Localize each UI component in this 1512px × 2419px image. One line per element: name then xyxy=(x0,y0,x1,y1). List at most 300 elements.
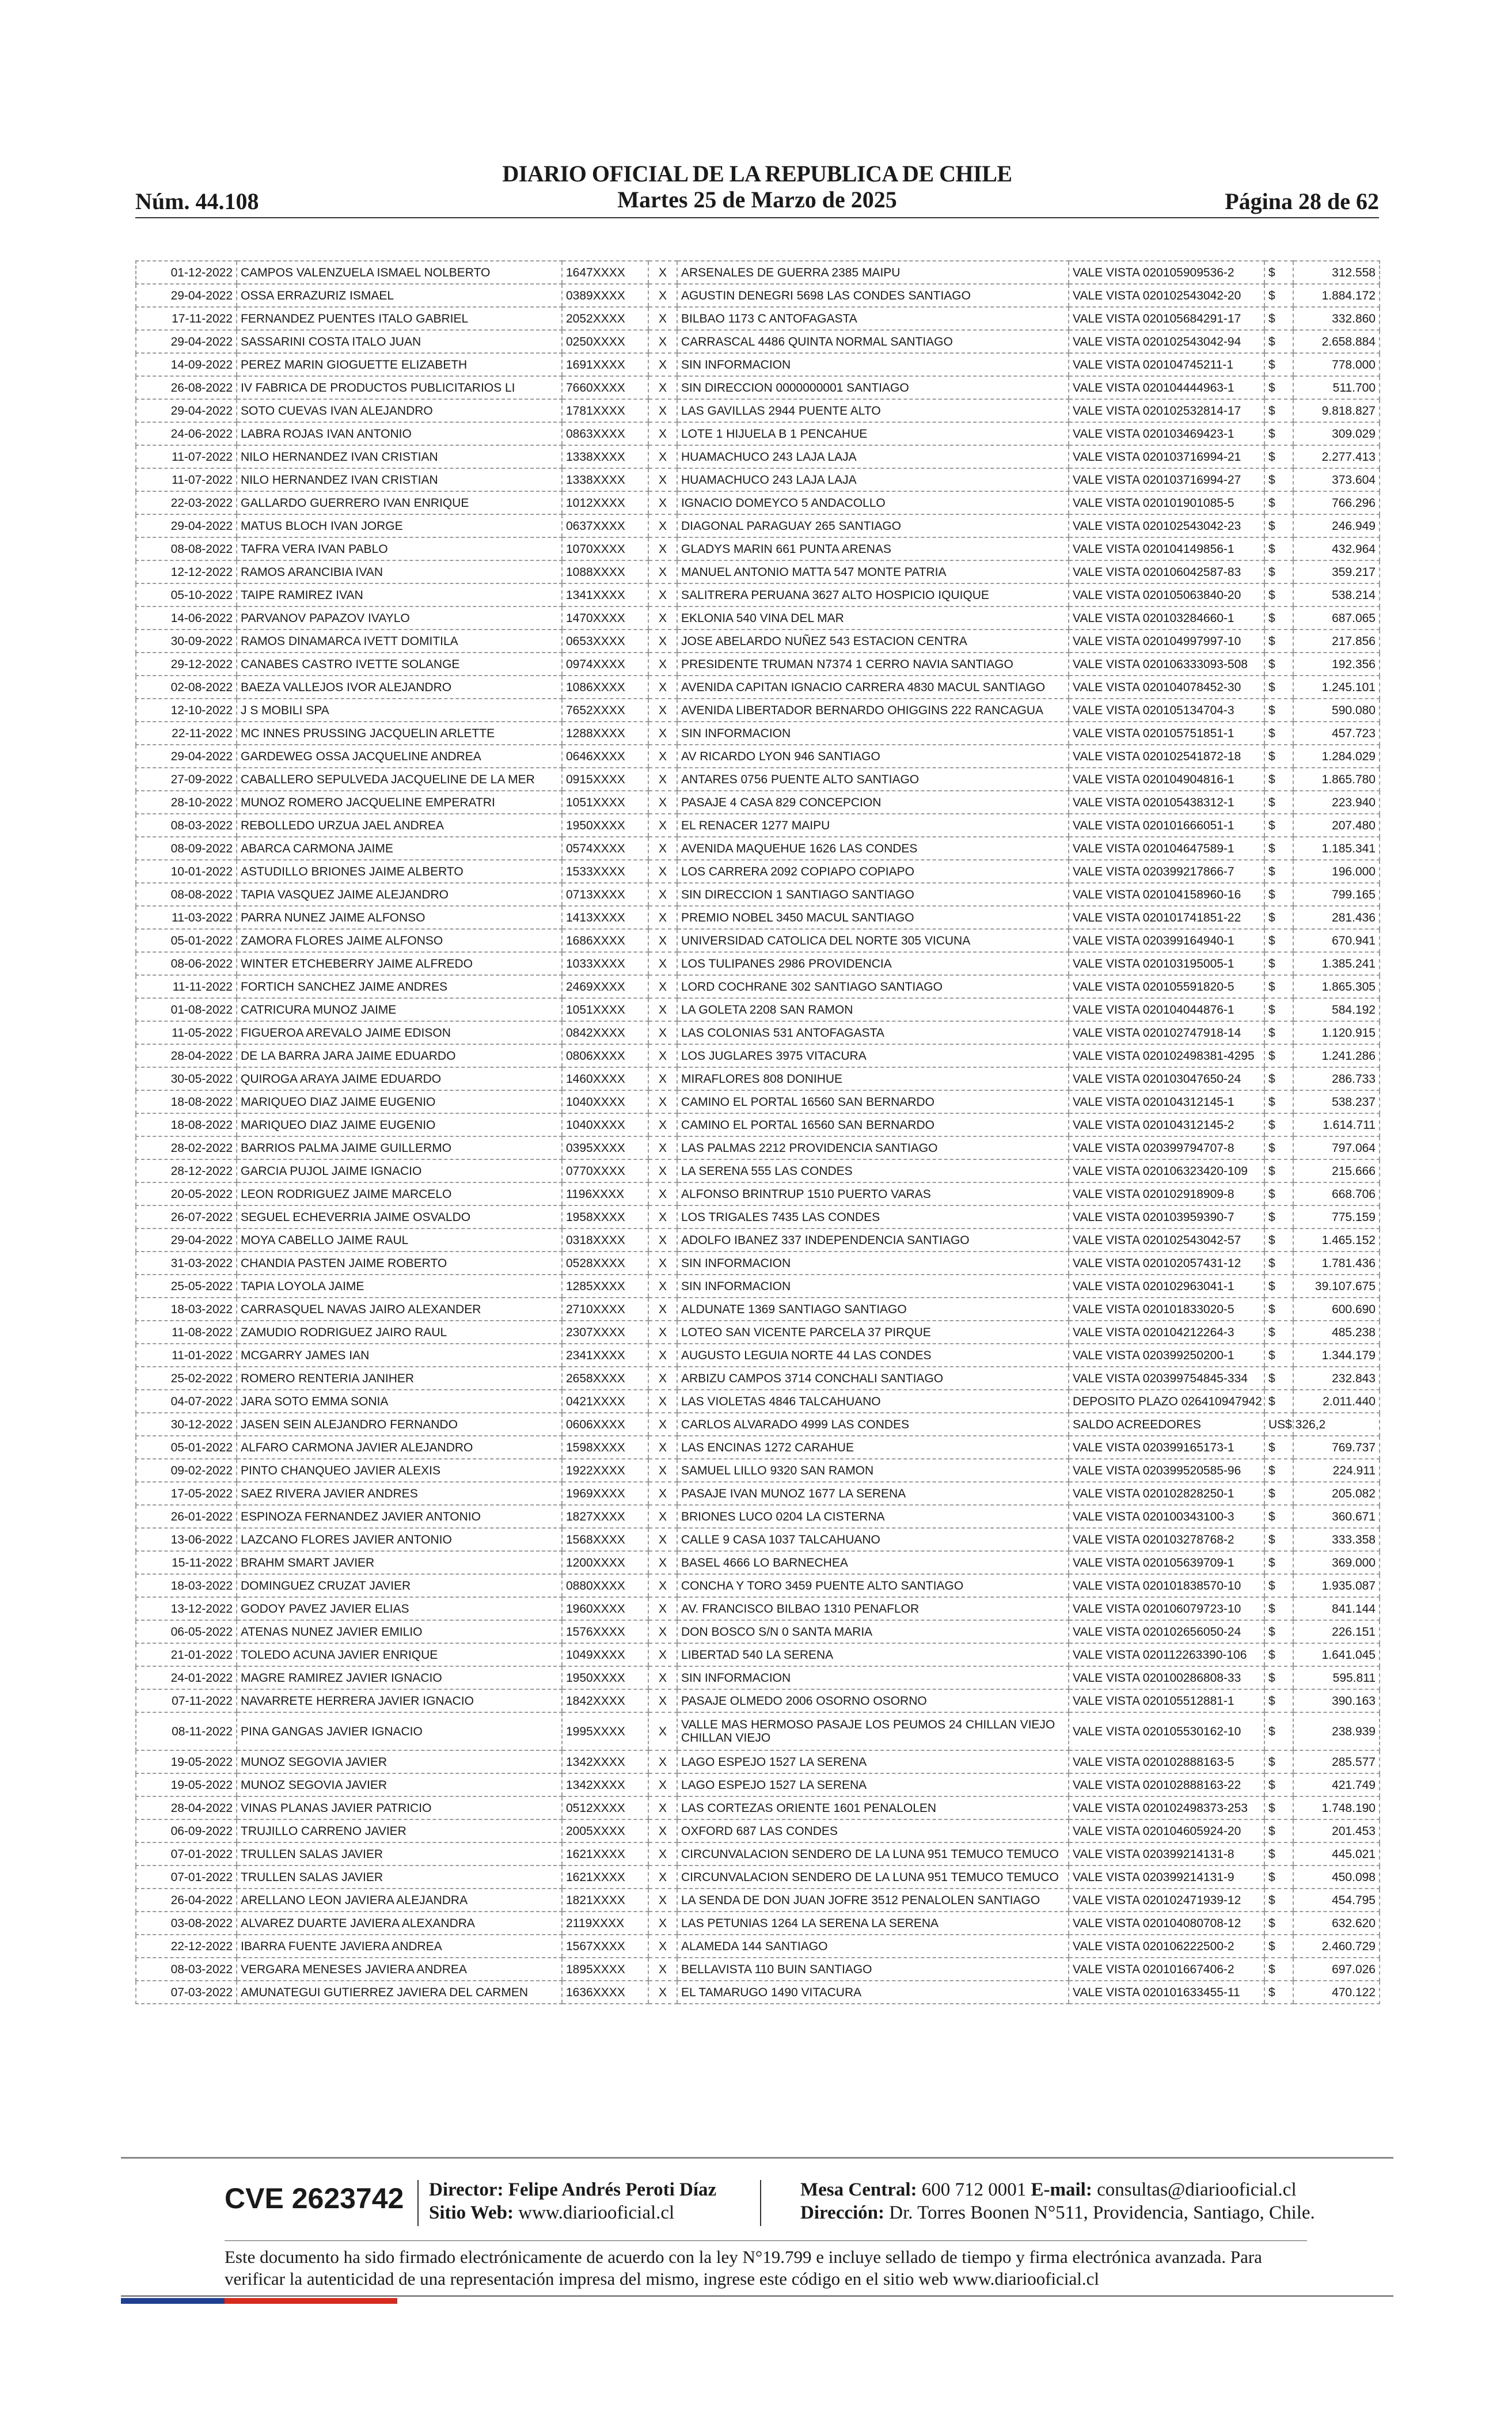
document-cell: VALE VISTA 020105591820-5 xyxy=(1069,975,1264,998)
date-cell: 15-11-2022 xyxy=(136,1551,237,1574)
name-cell: TAFRA VERA IVAN PABLO xyxy=(237,537,562,560)
document-cell: VALE VISTA 020103716994-21 xyxy=(1069,445,1264,468)
rut-cell: 0395XXXX xyxy=(562,1136,648,1159)
date-cell: 22-11-2022 xyxy=(136,722,237,745)
currency-cell: $ xyxy=(1264,699,1293,722)
document-cell: VALE VISTA 020104745211-1 xyxy=(1069,353,1264,376)
date-cell: 06-05-2022 xyxy=(136,1620,237,1643)
address-cell: AUGUSTO LEGUIA NORTE 44 LAS CONDES xyxy=(677,1344,1069,1367)
address-cell: CIRCUNVALACION SENDERO DE LA LUNA 951 TEMUCO TEMUCO xyxy=(677,1866,1069,1889)
mark-cell: X xyxy=(648,1620,677,1643)
document-cell: VALE VISTA 020102543042-94 xyxy=(1069,330,1264,353)
amount-cell: 286.733 xyxy=(1293,1067,1380,1090)
rut-cell: 0250XXXX xyxy=(562,330,648,353)
mark-cell: X xyxy=(648,1666,677,1689)
flag-stripe-blue xyxy=(121,2298,225,2304)
document-cell: VALE VISTA 020102747918-14 xyxy=(1069,1021,1264,1044)
mark-cell: X xyxy=(648,1689,677,1712)
table-row xyxy=(136,1113,1380,1136)
currency-cell: $ xyxy=(1264,1367,1293,1390)
currency-cell: $ xyxy=(1264,514,1293,537)
amount-cell: 1.465.152 xyxy=(1293,1229,1380,1252)
name-cell: PARVANOV PAPAZOV IVAYLO xyxy=(237,606,562,630)
name-cell: CAMPOS VALENZUELA ISMAEL NOLBERTO xyxy=(237,261,562,284)
table-row xyxy=(136,837,1380,860)
email-link[interactable]: consultas@diariooficial.cl xyxy=(1097,2179,1297,2200)
currency-cell: $ xyxy=(1264,491,1293,514)
date-cell: 18-08-2022 xyxy=(136,1113,237,1136)
currency-cell: $ xyxy=(1264,468,1293,491)
mark-cell: X xyxy=(648,399,677,422)
amount-cell: 238.939 xyxy=(1293,1712,1380,1750)
currency-cell: $ xyxy=(1264,952,1293,975)
address-cell: CARLOS ALVARADO 4999 LAS CONDES xyxy=(677,1413,1069,1436)
rut-cell: 1533XXXX xyxy=(562,860,648,883)
name-cell: DOMINGUEZ CRUZAT JAVIER xyxy=(237,1574,562,1597)
table-row xyxy=(136,1344,1380,1367)
date-cell: 24-01-2022 xyxy=(136,1666,237,1689)
issue-date: Martes 25 de Marzo de 2025 xyxy=(617,187,897,213)
mark-cell: X xyxy=(648,1551,677,1574)
address-cell: SIN DIRECCION 1 SANTIAGO SANTIAGO xyxy=(677,883,1069,906)
amount-cell: 590.080 xyxy=(1293,699,1380,722)
rut-cell: 1960XXXX xyxy=(562,1597,648,1620)
rut-cell: 2052XXXX xyxy=(562,307,648,330)
currency-cell: $ xyxy=(1264,1252,1293,1275)
mark-cell: X xyxy=(648,1773,677,1796)
address-cell: AV RICARDO LYON 946 SANTIAGO xyxy=(677,745,1069,768)
address-cell: CIRCUNVALACION SENDERO DE LA LUNA 951 TEMUCO TEMUCO xyxy=(677,1842,1069,1866)
document-cell: VALE VISTA 020105512881-1 xyxy=(1069,1689,1264,1712)
address-cell: OXFORD 687 LAS CONDES xyxy=(677,1819,1069,1842)
address-cell: LIBERTAD 540 LA SERENA xyxy=(677,1643,1069,1666)
address-cell: LA GOLETA 2208 SAN RAMON xyxy=(677,998,1069,1021)
rut-cell: 0880XXXX xyxy=(562,1574,648,1597)
name-cell: ALVAREZ DUARTE JAVIERA ALEXANDRA xyxy=(237,1912,562,1935)
currency-cell: $ xyxy=(1264,1574,1293,1597)
currency-cell: $ xyxy=(1264,445,1293,468)
address-cell: DIAGONAL PARAGUAY 265 SANTIAGO xyxy=(677,514,1069,537)
records-body xyxy=(136,261,1380,2004)
address-cell: LAS ENCINAS 1272 CARAHUE xyxy=(677,1436,1069,1459)
table-row xyxy=(136,1866,1380,1889)
table-row xyxy=(136,791,1380,814)
name-cell: SASSARINI COSTA ITALO JUAN xyxy=(237,330,562,353)
currency-cell: $ xyxy=(1264,1958,1293,1981)
table-row xyxy=(136,630,1380,653)
mark-cell: X xyxy=(648,791,677,814)
rut-cell: 0528XXXX xyxy=(562,1252,648,1275)
amount-cell: 687.065 xyxy=(1293,606,1380,630)
table-row xyxy=(136,722,1380,745)
address-cell: PASAJE IVAN MUNOZ 1677 LA SERENA xyxy=(677,1482,1069,1505)
table-row xyxy=(136,1229,1380,1252)
rut-cell: 1576XXXX xyxy=(562,1620,648,1643)
table-row xyxy=(136,1182,1380,1205)
name-cell: TAIPE RAMIREZ IVAN xyxy=(237,583,562,606)
address-cell: BRIONES LUCO 0204 LA CISTERNA xyxy=(677,1505,1069,1528)
table-row xyxy=(136,445,1380,468)
document-cell: VALE VISTA 020104044876-1 xyxy=(1069,998,1264,1021)
amount-cell: 192.356 xyxy=(1293,653,1380,676)
date-cell: 17-11-2022 xyxy=(136,307,237,330)
currency-cell: $ xyxy=(1264,284,1293,307)
rut-cell: 1691XXXX xyxy=(562,353,648,376)
date-cell: 08-08-2022 xyxy=(136,537,237,560)
date-cell: 04-07-2022 xyxy=(136,1390,237,1413)
director-name: Felipe Andrés Peroti Díaz xyxy=(508,2179,717,2200)
rut-cell: 0606XXXX xyxy=(562,1413,648,1436)
mark-cell: X xyxy=(648,1643,677,1666)
currency-cell: $ xyxy=(1264,883,1293,906)
director-block xyxy=(429,2178,716,2224)
mark-cell: X xyxy=(648,630,677,653)
name-cell: MUNOZ SEGOVIA JAVIER xyxy=(237,1773,562,1796)
rut-cell: 1070XXXX xyxy=(562,537,648,560)
mark-cell: X xyxy=(648,445,677,468)
mark-cell: X xyxy=(648,560,677,583)
name-cell: PEREZ MARIN GIOGUETTE ELIZABETH xyxy=(237,353,562,376)
address-cell: PRESIDENTE TRUMAN N7374 1 CERRO NAVIA SANTIAGO xyxy=(677,653,1069,676)
mark-cell: X xyxy=(648,1958,677,1981)
rut-cell: 2469XXXX xyxy=(562,975,648,998)
address-cell: BASEL 4666 LO BARNECHEA xyxy=(677,1551,1069,1574)
document-cell: VALE VISTA 020112263390-106 xyxy=(1069,1643,1264,1666)
table-row xyxy=(136,468,1380,491)
rut-cell: 2710XXXX xyxy=(562,1298,648,1321)
date-cell: 22-12-2022 xyxy=(136,1935,237,1958)
date-cell: 25-05-2022 xyxy=(136,1275,237,1298)
amount-cell: 285.577 xyxy=(1293,1750,1380,1773)
name-cell: TOLEDO ACUNA JAVIER ENRIQUE xyxy=(237,1643,562,1666)
table-row xyxy=(136,1528,1380,1551)
date-cell: 07-01-2022 xyxy=(136,1842,237,1866)
address-cell: SALITRERA PERUANA 3627 ALTO HOSPICIO IQUIQUE xyxy=(677,583,1069,606)
document-cell: VALE VISTA 020101741851-22 xyxy=(1069,906,1264,929)
legal-notice: Este documento ha sido firmado electrónicamente de acuerdo con la ley N°19.799 e incluye sellado de tiempo y firma electrónica avanzada. Para verificar la autenticidad de una representación impresa del mismo, ingrese este código en el sitio web www.diariooficial.cl xyxy=(225,2247,1262,2289)
name-cell: GODOY PAVEZ JAVIER ELIAS xyxy=(237,1597,562,1620)
rut-cell: 1040XXXX xyxy=(562,1113,648,1136)
rut-cell: 2658XXXX xyxy=(562,1367,648,1390)
amount-cell: 196.000 xyxy=(1293,860,1380,883)
currency-cell: $ xyxy=(1264,1275,1293,1298)
name-cell: ASTUDILLO BRIONES JAIME ALBERTO xyxy=(237,860,562,883)
address-cell: ANTARES 0756 PUENTE ALTO SANTIAGO xyxy=(677,768,1069,791)
document-cell: VALE VISTA 020106333093-508 xyxy=(1069,653,1264,676)
address-cell: HUAMACHUCO 243 LAJA LAJA xyxy=(677,445,1069,468)
amount-cell: 485.238 xyxy=(1293,1321,1380,1344)
amount-cell: 841.144 xyxy=(1293,1597,1380,1620)
table-row xyxy=(136,653,1380,676)
mark-cell: X xyxy=(648,468,677,491)
currency-cell: $ xyxy=(1264,1981,1293,2004)
document-cell: VALE VISTA 020106042587-83 xyxy=(1069,560,1264,583)
mark-cell: X xyxy=(648,883,677,906)
document-cell: VALE VISTA 020103959390-7 xyxy=(1069,1205,1264,1229)
address-cell: MIRAFLORES 808 DONIHUE xyxy=(677,1067,1069,1090)
currency-cell: $ xyxy=(1264,261,1293,284)
rut-cell: 7660XXXX xyxy=(562,376,648,399)
rut-cell: 1196XXXX xyxy=(562,1182,648,1205)
date-cell: 26-04-2022 xyxy=(136,1889,237,1912)
document-cell: VALE VISTA 020102541872-18 xyxy=(1069,745,1264,768)
date-cell: 19-05-2022 xyxy=(136,1773,237,1796)
newspaper-title: DIARIO OFICIAL DE LA REPUBLICA DE CHILE xyxy=(502,161,1012,187)
table-row xyxy=(136,676,1380,699)
address-cell: ALFONSO BRINTRUP 1510 PUERTO VARAS xyxy=(677,1182,1069,1205)
table-row xyxy=(136,422,1380,445)
document-cell: VALE VISTA 020105438312-1 xyxy=(1069,791,1264,814)
rut-cell: 0974XXXX xyxy=(562,653,648,676)
mark-cell: X xyxy=(648,906,677,929)
currency-cell: $ xyxy=(1264,307,1293,330)
name-cell: ARELLANO LEON JAVIERA ALEJANDRA xyxy=(237,1889,562,1912)
document-cell: VALE VISTA 020104647589-1 xyxy=(1069,837,1264,860)
mark-cell: X xyxy=(648,952,677,975)
currency-cell: $ xyxy=(1264,1321,1293,1344)
date-cell: 21-01-2022 xyxy=(136,1643,237,1666)
table-row xyxy=(136,1021,1380,1044)
amount-cell: 2.277.413 xyxy=(1293,445,1380,468)
name-cell: J S MOBILI SPA xyxy=(237,699,562,722)
address-cell: SIN INFORMACION xyxy=(677,1666,1069,1689)
rut-cell: 0915XXXX xyxy=(562,768,648,791)
rut-cell: 1922XXXX xyxy=(562,1459,648,1482)
rut-cell: 0842XXXX xyxy=(562,1021,648,1044)
document-cell: VALE VISTA 020102656050-24 xyxy=(1069,1620,1264,1643)
rut-cell: 1051XXXX xyxy=(562,791,648,814)
document-cell: VALE VISTA 020101633455-11 xyxy=(1069,1981,1264,2004)
mark-cell: X xyxy=(648,422,677,445)
amount-cell: 309.029 xyxy=(1293,422,1380,445)
address-cell: LORD COCHRANE 302 SANTIAGO SANTIAGO xyxy=(677,975,1069,998)
document-cell: VALE VISTA 020102828250-1 xyxy=(1069,1482,1264,1505)
amount-cell: 538.237 xyxy=(1293,1090,1380,1113)
date-cell: 26-01-2022 xyxy=(136,1505,237,1528)
date-cell: 28-04-2022 xyxy=(136,1044,237,1067)
currency-cell: $ xyxy=(1264,560,1293,583)
mark-cell: X xyxy=(648,1889,677,1912)
web-link[interactable]: www.diariooficial.cl xyxy=(518,2202,675,2223)
rut-cell: 1049XXXX xyxy=(562,1643,648,1666)
currency-cell: $ xyxy=(1264,630,1293,653)
address-cell: VALLE MAS HERMOSO PASAJE LOS PEUMOS 24 CHILLAN VIEJO CHILLAN VIEJO xyxy=(677,1712,1069,1750)
name-cell: CHANDIA PASTEN JAIME ROBERTO xyxy=(237,1252,562,1275)
name-cell: GARCIA PUJOL JAIME IGNACIO xyxy=(237,1159,562,1182)
date-cell: 25-02-2022 xyxy=(136,1367,237,1390)
mark-cell: X xyxy=(648,653,677,676)
mesa-phone: 600 712 0001 xyxy=(921,2179,1027,2200)
mark-cell: X xyxy=(648,1436,677,1459)
amount-cell: 457.723 xyxy=(1293,722,1380,745)
document-cell: VALE VISTA 020101667406-2 xyxy=(1069,1958,1264,1981)
currency-cell: $ xyxy=(1264,1436,1293,1459)
mark-cell: X xyxy=(648,1912,677,1935)
amount-cell: 421.749 xyxy=(1293,1773,1380,1796)
mark-cell: X xyxy=(648,1459,677,1482)
name-cell: PINA GANGAS JAVIER IGNACIO xyxy=(237,1712,562,1750)
document-cell: VALE VISTA 020102918909-8 xyxy=(1069,1182,1264,1205)
amount-cell: 1.185.341 xyxy=(1293,837,1380,860)
currency-cell: $ xyxy=(1264,1866,1293,1889)
address-cell: MANUEL ANTONIO MATTA 547 MONTE PATRIA xyxy=(677,560,1069,583)
mark-cell: X xyxy=(648,1021,677,1044)
address-cell: EKLONIA 540 VINA DEL MAR xyxy=(677,606,1069,630)
date-cell: 22-03-2022 xyxy=(136,491,237,514)
document-cell: VALE VISTA 020104312145-1 xyxy=(1069,1090,1264,1113)
amount-cell: 1.284.029 xyxy=(1293,745,1380,768)
name-cell: JARA SOTO EMMA SONIA xyxy=(237,1390,562,1413)
currency-cell: $ xyxy=(1264,1459,1293,1482)
mark-cell: X xyxy=(648,1182,677,1205)
rut-cell: 0318XXXX xyxy=(562,1229,648,1252)
rut-cell: 1647XXXX xyxy=(562,261,648,284)
rut-cell: 1338XXXX xyxy=(562,468,648,491)
address-cell: ARBIZU CAMPOS 3714 CONCHALI SANTIAGO xyxy=(677,1367,1069,1390)
date-cell: 19-05-2022 xyxy=(136,1750,237,1773)
name-cell: PARRA NUNEZ JAIME ALFONSO xyxy=(237,906,562,929)
table-row xyxy=(136,1044,1380,1067)
date-cell: 01-12-2022 xyxy=(136,261,237,284)
table-row xyxy=(136,1482,1380,1505)
amount-cell: 445.021 xyxy=(1293,1842,1380,1866)
table-row xyxy=(136,1666,1380,1689)
table-row xyxy=(136,1205,1380,1229)
document-cell: VALE VISTA 020105909536-2 xyxy=(1069,261,1264,284)
name-cell: NAVARRETE HERRERA JAVIER IGNACIO xyxy=(237,1689,562,1712)
name-cell: FORTICH SANCHEZ JAIME ANDRES xyxy=(237,975,562,998)
rut-cell: 1842XXXX xyxy=(562,1689,648,1712)
name-cell: TRULLEN SALAS JAVIER xyxy=(237,1842,562,1866)
mark-cell: X xyxy=(648,330,677,353)
table-row xyxy=(136,1275,1380,1298)
table-row xyxy=(136,606,1380,630)
amount-cell: 1.241.286 xyxy=(1293,1044,1380,1067)
rut-cell: 1088XXXX xyxy=(562,560,648,583)
address-cell: AGUSTIN DENEGRI 5698 LAS CONDES SANTIAGO xyxy=(677,284,1069,307)
address-cell: LOTE 1 HIJUELA B 1 PENCAHUE xyxy=(677,422,1069,445)
issue-number: Núm. 44.108 xyxy=(135,188,259,214)
address-cell: LOS TRIGALES 7435 LAS CONDES xyxy=(677,1205,1069,1229)
amount-cell: 390.163 xyxy=(1293,1689,1380,1712)
mesa-label: Mesa Central: xyxy=(800,2179,917,2200)
name-cell: RAMOS ARANCIBIA IVAN xyxy=(237,560,562,583)
table-row xyxy=(136,1889,1380,1912)
rut-cell: 0713XXXX xyxy=(562,883,648,906)
date-cell: 28-02-2022 xyxy=(136,1136,237,1159)
table-row xyxy=(136,1620,1380,1643)
rut-cell: 1288XXXX xyxy=(562,722,648,745)
document-cell: VALE VISTA 020104605924-20 xyxy=(1069,1819,1264,1842)
name-cell: PINTO CHANQUEO JAVIER ALEXIS xyxy=(237,1459,562,1482)
currency-cell: $ xyxy=(1264,1551,1293,1574)
date-cell: 11-03-2022 xyxy=(136,906,237,929)
address-cell: LOS JUGLARES 3975 VITACURA xyxy=(677,1044,1069,1067)
date-cell: 29-04-2022 xyxy=(136,514,237,537)
mark-cell: X xyxy=(648,1597,677,1620)
table-row xyxy=(136,1436,1380,1459)
date-cell: 08-11-2022 xyxy=(136,1712,237,1750)
name-cell: WINTER ETCHEBERRY JAIME ALFREDO xyxy=(237,952,562,975)
document-cell: VALE VISTA 020105134704-3 xyxy=(1069,699,1264,722)
currency-cell: $ xyxy=(1264,537,1293,560)
footer-separator-2 xyxy=(760,2180,761,2226)
table-row xyxy=(136,1321,1380,1344)
currency-cell: $ xyxy=(1264,399,1293,422)
name-cell: BAEZA VALLEJOS IVOR ALEJANDRO xyxy=(237,676,562,699)
document-cell: VALE VISTA 020399165173-1 xyxy=(1069,1436,1264,1459)
currency-cell: $ xyxy=(1264,768,1293,791)
amount-cell: 201.453 xyxy=(1293,1819,1380,1842)
address-cell: ALAMEDA 144 SANTIAGO xyxy=(677,1935,1069,1958)
date-cell: 28-10-2022 xyxy=(136,791,237,814)
name-cell: ZAMUDIO RODRIGUEZ JAIRO RAUL xyxy=(237,1321,562,1344)
name-cell: LABRA ROJAS IVAN ANTONIO xyxy=(237,422,562,445)
table-row xyxy=(136,1390,1380,1413)
amount-cell: 584.192 xyxy=(1293,998,1380,1021)
table-row xyxy=(136,491,1380,514)
table-row xyxy=(136,1459,1380,1482)
currency-cell: $ xyxy=(1264,1113,1293,1136)
mark-cell: X xyxy=(648,1819,677,1842)
name-cell: TRULLEN SALAS JAVIER xyxy=(237,1866,562,1889)
mark-cell: X xyxy=(648,1413,677,1436)
address-cell: LOS CARRERA 2092 COPIAPO COPIAPO xyxy=(677,860,1069,883)
address-value: Dr. Torres Boonen N°511, Providencia, Santiago, Chile. xyxy=(889,2202,1315,2223)
date-cell: 26-08-2022 xyxy=(136,376,237,399)
rut-cell: 1342XXXX xyxy=(562,1750,648,1773)
mark-cell: X xyxy=(648,1796,677,1819)
currency-cell: $ xyxy=(1264,1136,1293,1159)
table-row xyxy=(136,1252,1380,1275)
currency-cell: $ xyxy=(1264,606,1293,630)
currency-cell: $ xyxy=(1264,1889,1293,1912)
name-cell: MC INNES PRUSSING JACQUELIN ARLETTE xyxy=(237,722,562,745)
date-cell: 24-06-2022 xyxy=(136,422,237,445)
currency-cell: $ xyxy=(1264,1182,1293,1205)
amount-cell: 226.151 xyxy=(1293,1620,1380,1643)
mark-cell: X xyxy=(648,1113,677,1136)
rut-cell: 1338XXXX xyxy=(562,445,648,468)
footer-divider xyxy=(121,2157,1393,2159)
name-cell: NILO HERNANDEZ IVAN CRISTIAN xyxy=(237,445,562,468)
mark-cell: X xyxy=(648,1275,677,1298)
date-cell: 05-01-2022 xyxy=(136,929,237,952)
currency-cell: $ xyxy=(1264,1205,1293,1229)
mark-cell: X xyxy=(648,1090,677,1113)
table-row xyxy=(136,1842,1380,1866)
document-cell: VALE VISTA 020102543042-57 xyxy=(1069,1229,1264,1252)
table-row xyxy=(136,330,1380,353)
currency-cell: $ xyxy=(1264,1597,1293,1620)
date-cell: 11-08-2022 xyxy=(136,1321,237,1344)
amount-cell: 1.748.190 xyxy=(1293,1796,1380,1819)
amount-cell: 432.964 xyxy=(1293,537,1380,560)
amount-cell: 1.614.711 xyxy=(1293,1113,1380,1136)
currency-cell: $ xyxy=(1264,1090,1293,1113)
rut-cell: 1995XXXX xyxy=(562,1712,648,1750)
date-cell: 11-07-2022 xyxy=(136,445,237,468)
amount-cell: 511.700 xyxy=(1293,376,1380,399)
name-cell: OSSA ERRAZURIZ ISMAEL xyxy=(237,284,562,307)
rut-cell: 2307XXXX xyxy=(562,1321,648,1344)
currency-cell: $ xyxy=(1264,1620,1293,1643)
mark-cell: X xyxy=(648,860,677,883)
amount-cell: 312.558 xyxy=(1293,261,1380,284)
currency-cell: $ xyxy=(1264,998,1293,1021)
name-cell: LEON RODRIGUEZ JAIME MARCELO xyxy=(237,1182,562,1205)
currency-cell: US$ 326,2 xyxy=(1264,1413,1293,1436)
